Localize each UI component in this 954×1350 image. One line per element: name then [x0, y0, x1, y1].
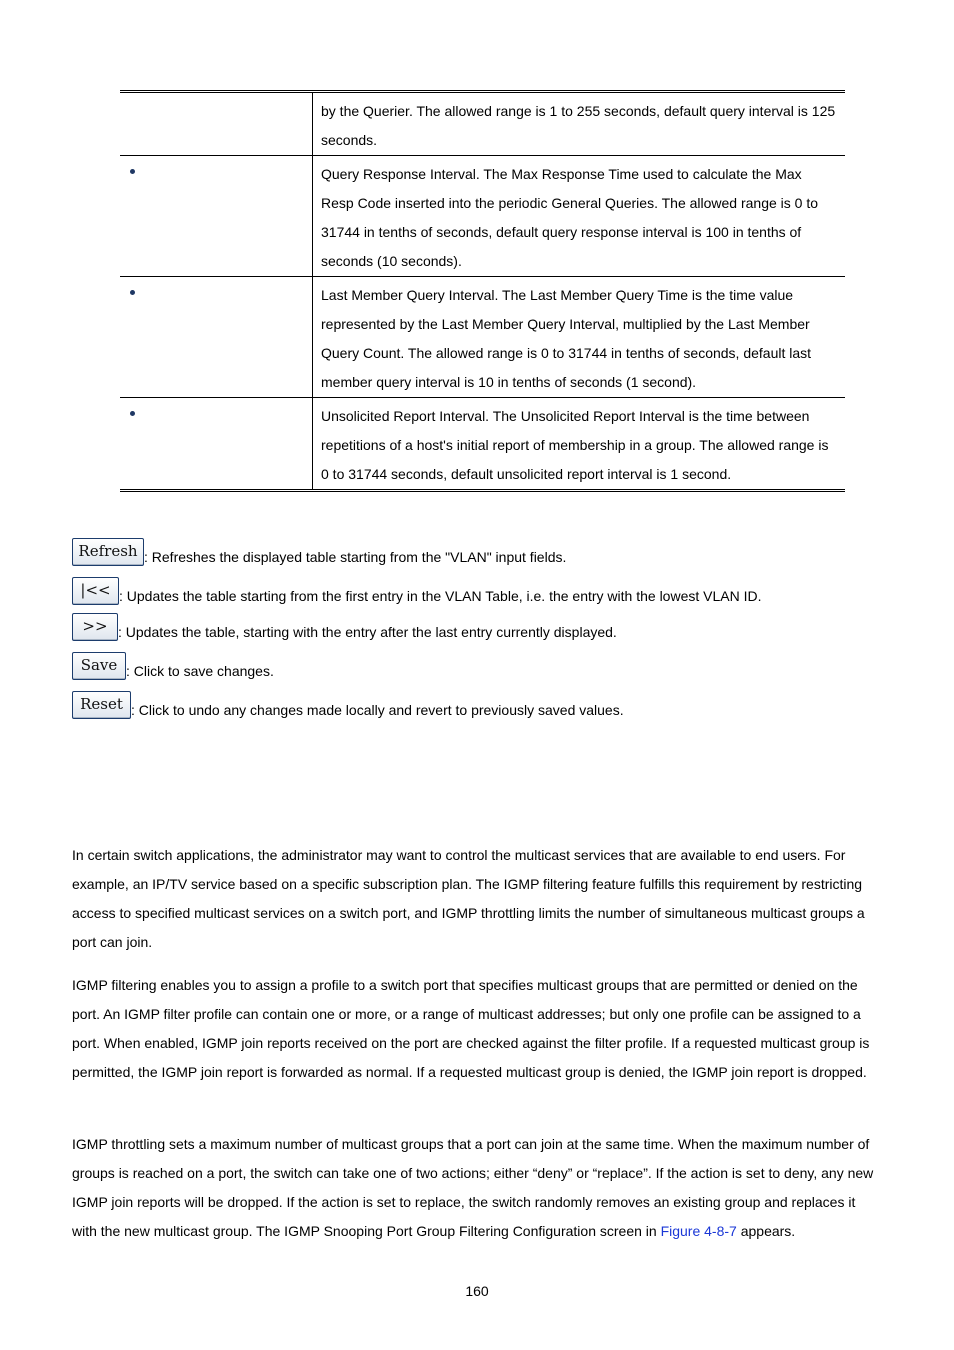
parameter-cell [120, 277, 313, 398]
reset-button[interactable]: Reset [72, 691, 131, 719]
first-page-description: : Updates the table starting from the first entry in the VLAN Table, i.e. the entry with the lowest VLAN ID. [119, 588, 762, 604]
first-page-button-description [72, 577, 762, 605]
table-row [120, 277, 845, 398]
reset-button-description [72, 691, 624, 719]
refresh-button-description [72, 538, 566, 566]
parameter-cell [120, 156, 313, 277]
parameter-description-table [120, 90, 845, 492]
parameter-cell [120, 92, 313, 156]
description-cell: by the Querier. The allowed range is 1 to 255 seconds, default query interval is 125 seconds. [321, 103, 836, 148]
table-row [120, 92, 845, 156]
table-row [120, 156, 845, 277]
save-button-description [72, 652, 274, 680]
page-number: 160 [465, 1283, 489, 1299]
table-row [120, 398, 845, 491]
first-page-button[interactable]: |<< [72, 577, 119, 605]
description-cell: Unsolicited Report Interval. The Unsolicited Report Interval is the time between repetitions of a host's initial report of membership in a group. The allowed range is 0 to 31744 seconds, default unsolicited report interval is 1 second. [313, 398, 846, 491]
description-cell: Last Member Query Interval. The Last Member Query Time is the time value represented by the Last Member Query Interval, multiplied by the Last Member Query Count. The allowed range is 0 to 31744 in tenths of seconds, default last member query interval is 10 in tenths of seconds (1 second). [313, 277, 846, 398]
bullet-icon [130, 411, 135, 416]
save-description: : Click to save changes. [126, 663, 274, 679]
parameter-cell [120, 398, 313, 491]
refresh-button[interactable]: Refresh [72, 538, 144, 566]
throttling-text-end: appears. [736, 1223, 796, 1239]
throttling-text-start: IGMP throttling sets a maximum number of multicast groups that a port can join at the same time. When the maximum number of groups is reached on a port, the switch can take one of two actions; either “deny” or “replace”. If the action is set to deny, any new IGMP join reports will be dropped. If the action is set to replace, the switch randomly removes an existing group and replaces it with the new multicast group. The IGMP Snooping Port Group Filtering Configuration screen in [72, 1136, 874, 1239]
description-cell: Query Response Interval. The Max Response Time used to calculate the Max Resp Code inserted into the periodic General Queries. The allowed range is 0 to 31744 in tenths of seconds, default query response interval is 100 in tenths of seconds (10 seconds). [313, 156, 846, 277]
next-page-description: : Updates the table, starting with the entry after the last entry currently displayed. [118, 624, 617, 640]
igmp-filtering-paragraph: IGMP filtering enables you to assign a profile to a switch port that specifies multicast groups that are permitted or denied on the port. An IGMP filter profile can contain one or more, or a range of multicast addresses; but only one profile can be assigned to a port. When enabled, IGMP join reports received on the port are checked against the filter profile. If a requested multicast group is permitted, the IGMP join report is forwarded as normal. If a requested multicast group is denied, the IGMP join report is dropped. [72, 977, 870, 1080]
save-button[interactable]: Save [72, 652, 126, 680]
bullet-icon [130, 290, 135, 295]
igmp-throttling-paragraph [72, 1130, 884, 1246]
next-page-button[interactable]: >> [72, 613, 118, 641]
bullet-icon [130, 169, 135, 174]
figure-link[interactable]: Figure 4-8-7 [660, 1223, 737, 1239]
igmp-intro-paragraph: In certain switch applications, the administrator may want to control the multicast services that are available to end users. For example, an IP/TV service based on a specific subscription plan. The IGMP filtering feature fulfills this requirement by restricting access to specified multicast services on a switch port, and IGMP throttling limits the number of simultaneous multicast groups a port can join. [72, 847, 865, 950]
refresh-description: : Refreshes the displayed table starting from the "VLAN" input fields. [144, 549, 567, 565]
reset-description: : Click to undo any changes made locally and revert to previously saved values. [131, 702, 624, 718]
next-page-button-description [72, 613, 617, 641]
